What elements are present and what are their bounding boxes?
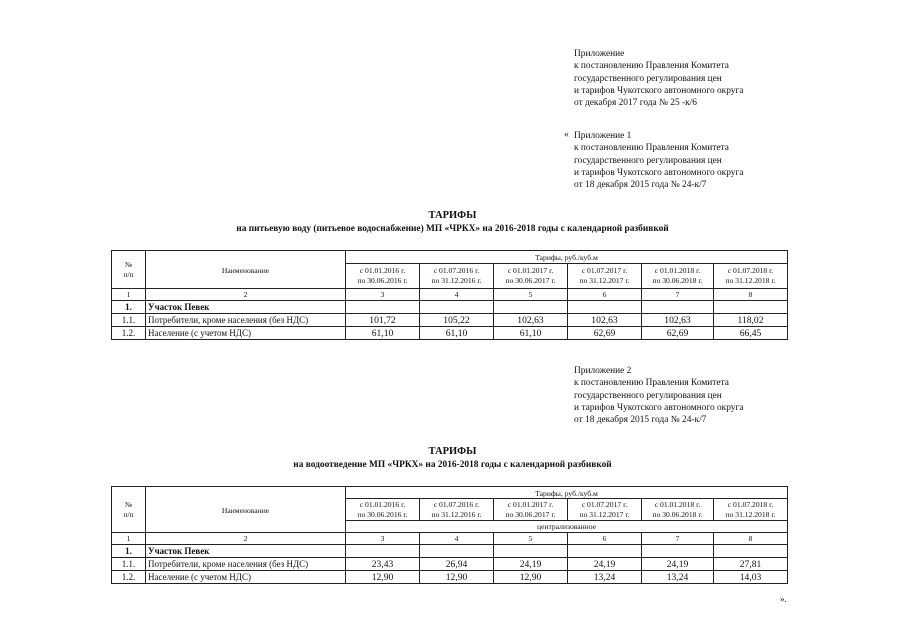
closing-quote: ». [780, 594, 787, 604]
table1-subtitle: на питьевую воду (питьевое водоснабжение) МП «ЧРКХ» на 2016-2018 годы с календарной разбивкой [236, 224, 669, 234]
tariff-value: 66,45 [714, 327, 788, 340]
section-num: 1. [112, 545, 146, 558]
header-name: Наименование [146, 251, 346, 289]
tariff-value: 105,22 [420, 314, 494, 327]
col-number: 4 [420, 289, 494, 301]
period-5: с 01.01.2018 г. по 30.06.2018 г. [642, 499, 714, 521]
appendix-main [574, 48, 744, 109]
appendix1-line: и тарифов Чукотского автономного округа [574, 167, 744, 178]
tariff-value: 27,81 [714, 558, 788, 571]
appendix1-open-quote: « [564, 130, 569, 140]
period-6: с 01.07.2018 г. по 31.12.2018 г. [714, 264, 788, 289]
row-name: Потребители, кроме населения (без НДС) [146, 558, 346, 571]
column-number-row [112, 289, 788, 301]
section-name: Участок Певек [146, 301, 346, 314]
column-number-row [112, 533, 788, 545]
tariff-value: 12,90 [346, 571, 420, 584]
header-tariffs: Тарифы, руб./куб.м [346, 487, 788, 499]
tariff-value: 102,63 [494, 314, 568, 327]
appendix-main-line: государственного регулирования цен [574, 73, 722, 84]
tariff-value: 101,72 [346, 314, 420, 327]
appendix-main-line: к постановлению Правления Комитета [574, 61, 729, 72]
col-number: 6 [568, 533, 642, 545]
tariff-value: 23,43 [346, 558, 420, 571]
table-row [112, 314, 788, 327]
section-row [112, 301, 788, 314]
col-number: 3 [346, 533, 420, 545]
row-num: 1.1. [112, 558, 146, 571]
tariff-value: 14,03 [714, 571, 788, 584]
wastewater-tariff-table [111, 486, 788, 584]
section-num: 1. [112, 301, 146, 314]
tariff-value: 61,10 [494, 327, 568, 340]
tariff-value: 102,63 [642, 314, 714, 327]
appendix1-line: к постановлению Правления Комитета [574, 143, 729, 154]
tariff-value: 102,63 [568, 314, 642, 327]
tariff-value: 61,10 [420, 327, 494, 340]
table1-title: ТАРИФЫ [428, 210, 477, 221]
section-row [112, 545, 788, 558]
centralized-label: централизованное [346, 521, 788, 533]
tariff-value: 12,90 [420, 571, 494, 584]
col-number: 1 [112, 533, 146, 545]
water-supply-tariff-table [111, 250, 788, 340]
period-1: с 01.01.2016 г. по 30.06.2016 г. [346, 264, 420, 289]
header-num2: п/п [123, 269, 134, 279]
tariff-value: 12,90 [494, 571, 568, 584]
table-row [112, 558, 788, 571]
period-3: с 01.01.2017 г. по 30.06.2017 г. [494, 264, 568, 289]
header-num-cell [112, 251, 146, 289]
tariff-value: 118,02 [714, 314, 788, 327]
tariff-value: 26,94 [420, 558, 494, 571]
appendix1-line: от 18 декабря 2015 года № 24-к/7 [574, 180, 707, 191]
period-6: с 01.07.2018 г. по 31.12.2018 г. [714, 499, 788, 521]
period-4: с 01.07.2017 г. по 31.12.2017 г. [568, 264, 642, 289]
appendix2-line: и тарифов Чукотского автономного округа [574, 402, 744, 413]
col-number: 4 [420, 533, 494, 545]
col-number: 5 [494, 533, 568, 545]
appendix2 [574, 365, 744, 426]
appendix-main-line: Приложение [574, 49, 625, 59]
row-name: Население (с учетом НДС) [146, 327, 346, 340]
tariff-value: 24,19 [642, 558, 714, 571]
tariff-value: 61,10 [346, 327, 420, 340]
tariff-value: 13,24 [642, 571, 714, 584]
row-name: Население (с учетом НДС) [146, 571, 346, 584]
row-num: 1.2. [112, 571, 146, 584]
col-number: 3 [346, 289, 420, 301]
appendix-main-line: от декабря 2017 года № 25 -к/6 [574, 98, 697, 109]
header-num2: п/п [123, 509, 134, 519]
col-number: 6 [568, 289, 642, 301]
period-2: с 01.07.2016 г. по 31.12.2016 г. [420, 499, 494, 521]
period-1: с 01.01.2016 г. по 30.06.2016 г. [346, 499, 420, 521]
appendix2-line: государственного регулирования цен [574, 390, 722, 401]
tariff-value: 24,19 [494, 558, 568, 571]
table2-title: ТАРИФЫ [428, 446, 477, 457]
col-number: 7 [642, 533, 714, 545]
period-4: с 01.07.2017 г. по 31.12.2017 г. [568, 499, 642, 521]
period-3: с 01.01.2017 г. по 30.06.2017 г. [494, 499, 568, 521]
row-num: 1.2. [112, 327, 146, 340]
row-num: 1.1. [112, 314, 146, 327]
section-name: Участок Певек [146, 545, 346, 558]
row-name: Потребители, кроме населения (без НДС) [146, 314, 346, 327]
table-row [112, 327, 788, 340]
tariff-value: 62,69 [642, 327, 714, 340]
header-tariffs: Тарифы, руб./куб.м [346, 251, 788, 264]
table2-subtitle: на водоотведение МП «ЧРКХ» на 2016-2018 годы с календарной разбивкой [293, 460, 612, 470]
col-number: 8 [714, 533, 788, 545]
header-num: № [124, 259, 133, 269]
tariff-value: 62,69 [568, 327, 642, 340]
header-num-cell [112, 487, 146, 533]
table-row [112, 571, 788, 584]
appendix-main-line: и тарифов Чукотского автономного округа [574, 85, 744, 96]
appendix1 [574, 130, 744, 191]
appendix2-line: Приложение 2 [574, 366, 632, 376]
col-number: 8 [714, 289, 788, 301]
tariff-value: 13,24 [568, 571, 642, 584]
appendix2-line: от 18 декабря 2015 года № 24-к/7 [574, 415, 707, 426]
col-number: 2 [146, 289, 346, 301]
appendix1-line: Приложение 1 [574, 131, 632, 141]
header-name: Наименование [146, 487, 346, 533]
col-number: 1 [112, 289, 146, 301]
col-number: 7 [642, 289, 714, 301]
appendix1-line: государственного регулирования цен [574, 155, 722, 166]
header-num: № [124, 499, 133, 509]
col-number: 5 [494, 289, 568, 301]
period-5: с 01.01.2018 г. по 30.06.2018 г. [642, 264, 714, 289]
period-2: с 01.07.2016 г. по 31.12.2016 г. [420, 264, 494, 289]
col-number: 2 [146, 533, 346, 545]
appendix2-line: к постановлению Правления Комитета [574, 378, 729, 389]
tariff-value: 24,19 [568, 558, 642, 571]
